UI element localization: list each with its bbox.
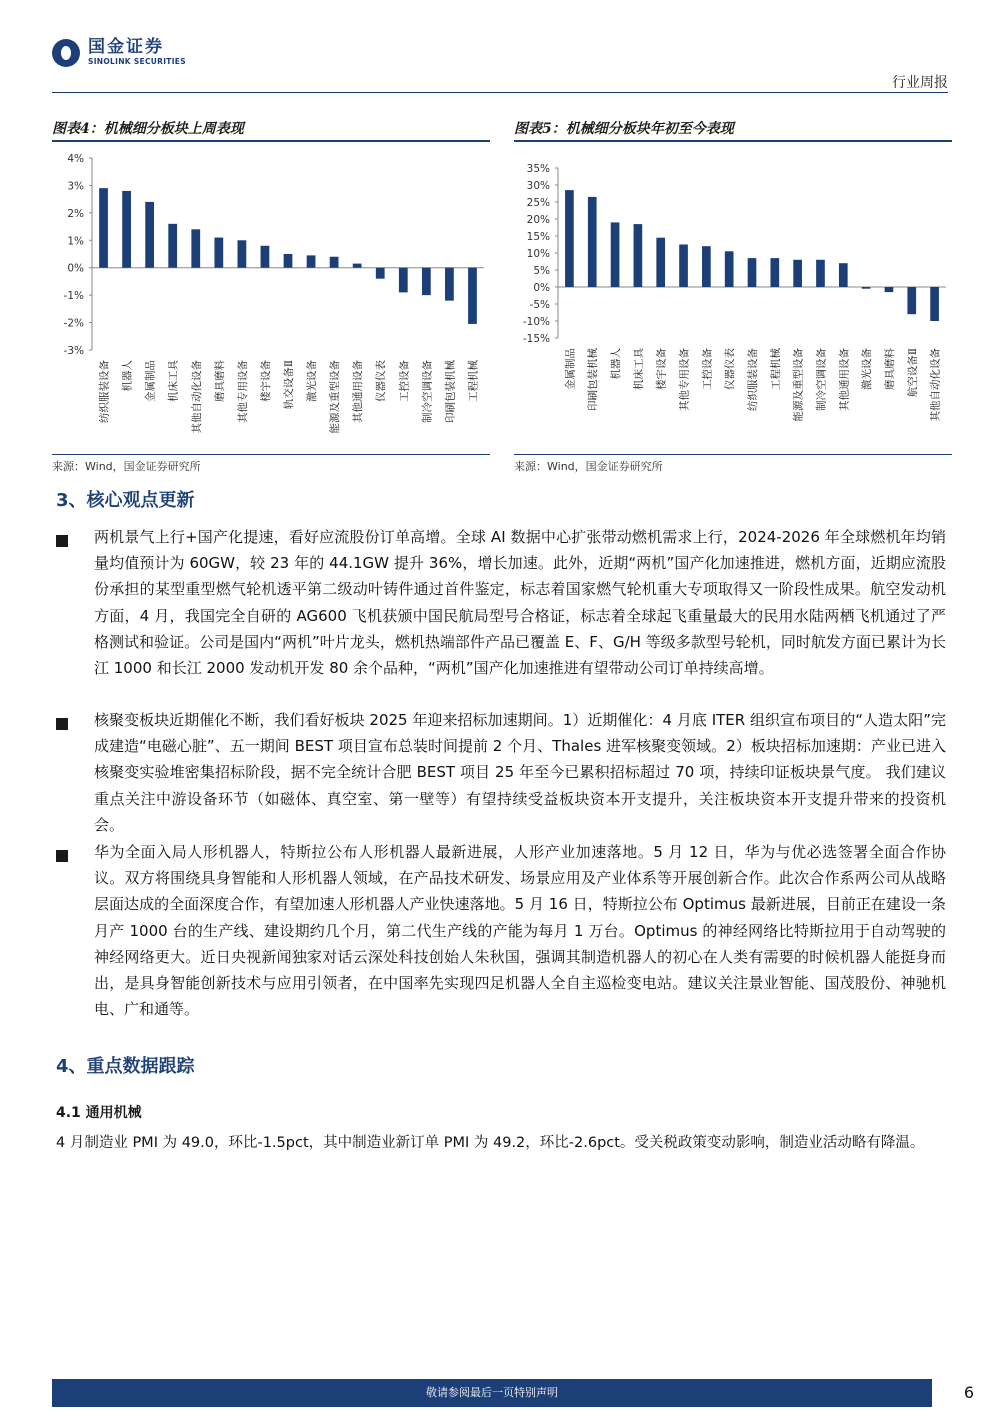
x-tick-label: 其他自动化设备 [929,348,942,422]
bar [862,287,871,289]
page-footer [0,1364,1000,1414]
figure-title: 图表4：机械细分板块上周表现 [52,121,244,137]
x-tick-label: 纺织服装设备 [98,360,111,423]
bar [399,268,408,293]
x-tick-label: 机床工具 [632,348,645,390]
sub-heading: 4.1 通用机械 [56,1105,142,1121]
bar [422,268,431,295]
figure-5 [514,118,952,474]
y-tick-label: -2% [63,317,84,330]
x-tick-label: 工控设备 [701,348,714,390]
bar [261,246,270,268]
chart-ytd-performance [514,142,952,454]
bullet-icon [56,535,68,547]
report-type: 行业周报 [892,75,948,91]
x-tick-label: 制冷空调设备 [421,360,434,423]
x-tick-label: 印刷包装机械 [444,360,457,423]
x-tick-label: 楼宇设备 [655,348,668,390]
x-tick-label: 楼宇设备 [259,360,272,402]
company-logo [52,38,186,67]
bar [930,287,939,321]
bar [588,197,597,287]
x-tick-label: 工程机械 [467,360,480,402]
y-tick-label: 0% [67,262,84,275]
y-tick-label: 25% [526,197,550,209]
y-tick-label: -15% [522,333,550,345]
paragraph-robot: 华为全面入局人形机器人，特斯拉公布人形机器人最新进展，人形产业加速落地。5 月 12 日，华为与优必选签署全面合作协议。双方将围绕具身智能和人形机器人领域，在产品技术研发、场景应用及产业体系等开展创新合作。此次合作系两公司从战略层面达成的全面深度合作，有望加速人形机器人产业快速落地。5 月 16 日，特斯拉公布 Optimus 最新进展，目前正在建设一条月产 1000 台的生产线、建设期约几个月，第二代生产线的产能为每月 1 万台。Optimus 的神经网络比特斯拉用于自动驾驶的神经网络更大。近日央视新闻独家对话云深处科技创始人朱秋国，强调其制造机器人的初心在人类有需要的时候机器人能挺身而出，是具身智能创新技术与应用引领者，在中国率先实现四足机器人全自主巡检变电站。建议关注景业智能、国茂股份、神驰机电、广和通等。 [94,843,946,1019]
bar [839,263,848,287]
y-tick-label: 2% [67,207,84,220]
bar [702,246,711,287]
figure-source: 来源：Wind，国金证券研究所 [52,460,201,473]
bar [307,255,316,267]
bullet-icon [56,718,68,730]
header-divider [52,92,948,93]
chart-weekly-performance [52,142,490,454]
x-tick-label: 仪器仪表 [724,348,737,390]
bar [353,264,362,268]
x-tick-label: 其他专用设备 [678,348,691,411]
bar [885,287,894,292]
paragraph-fusion: 核聚变板块近期催化不断，我们看好板块 2025 年迎来招标加速期间。1）近期催化：4 月底 ITER 组织宣布项目的“人造太阳”完成建造“电磁心脏”、五一期间 BEST 项目宣布总装时间提前 2 个月、Thales 进军核聚变领域。2）板块招标加速期：产业已进入核聚变实验堆密集招标阶段，据不完全统计合肥 BEST 项目 25 年至今已累积招标超过 70 项，持续印证板块景气度。 我们建议重点关注中游设备环节（如磁体、真空室、第一壁等）有望持续受益板块资本开支提升，关注板块资本开支提升带来的投资机会。 [94,711,946,834]
bar [191,229,200,267]
x-tick-label: 工控设备 [398,360,411,402]
x-tick-label: 机器人 [121,360,134,392]
x-tick-label: 磨具磨料 [213,360,226,402]
x-tick-label: 金属制品 [564,348,577,390]
y-tick-label: 15% [526,231,550,243]
figure-source-rule [514,454,952,455]
bar [284,254,293,268]
logo-cn: 国金证券 [88,37,164,57]
y-tick-label: 10% [526,248,550,260]
y-tick-label: 20% [526,214,550,226]
y-tick-label: 1% [67,235,84,248]
bar [907,287,916,314]
x-tick-label: 激光设备 [306,360,319,402]
y-tick-label: -1% [63,290,84,303]
y-tick-label: 0% [533,282,550,294]
bar [679,245,688,288]
bar [445,268,454,301]
page-header [0,0,1000,95]
x-tick-label: 金属制品 [144,360,157,402]
footer-disclaimer: 敬请参阅最后一页特别声明 [426,1386,558,1399]
x-tick-label: 磨具磨料 [883,348,896,390]
x-tick-label: 纺织服装设备 [747,348,759,411]
logo-en: SINOLINK SECURITIES [88,57,186,66]
bar [725,251,734,287]
section-heading: 4、重点数据跟踪 [56,1056,195,1077]
x-tick-label: 能源及重型设备 [792,348,805,422]
bullet-icon [56,850,68,862]
x-tick-label: 印刷包装机械 [587,348,600,411]
x-tick-label: 工程机械 [769,348,782,390]
x-tick-label: 其他通用设备 [838,348,851,411]
x-tick-label: 制冷空调设备 [815,348,828,411]
x-tick-label: 其他通用设备 [352,360,365,423]
bar [122,191,131,268]
bar [214,238,223,268]
y-tick-label: 4% [67,153,84,165]
bar [330,257,339,268]
figure-source-rule [52,454,490,455]
section-heading: 3、核心观点更新 [56,490,195,511]
bar [376,268,385,279]
bar [770,258,779,287]
x-tick-label: 航空设备Ⅱ [906,348,919,398]
bar [748,258,757,287]
figure-source: 来源：Wind，国金证券研究所 [514,460,663,473]
bar [99,188,108,268]
bar [168,224,177,268]
x-tick-label: 机器人 [610,348,623,380]
bar [238,240,247,267]
figure-4 [52,118,490,474]
page-number: 6 [963,1383,975,1402]
y-tick-label: -10% [522,316,550,328]
y-tick-label: -5% [529,299,550,311]
y-tick-label: 5% [533,265,550,277]
bar [611,222,620,287]
x-tick-label: 激光设备 [861,348,874,390]
bar [145,202,154,268]
x-tick-label: 其他专用设备 [236,360,249,423]
bar [816,260,825,287]
x-tick-label: 仪器仪表 [375,360,388,402]
x-tick-label: 轨交设备Ⅱ [283,360,295,410]
bar [656,238,665,287]
x-tick-label: 能源及重型设备 [329,360,342,434]
x-tick-label: 机床工具 [167,360,180,402]
figure-title: 图表5：机械细分板块年初至今表现 [514,121,734,137]
bar [468,268,477,324]
y-tick-label: 3% [67,180,84,193]
y-tick-label: -3% [63,345,84,357]
bar [565,190,574,287]
y-tick-label: 35% [526,163,550,175]
bar [793,260,802,287]
bar [634,224,643,287]
logo-icon [52,39,80,67]
y-tick-label: 30% [526,180,550,192]
x-tick-label: 其他自动化设备 [190,360,203,434]
paragraph-turbine: 两机景气上行+国产化提速，看好应流股份订单高增。全球 AI 数据中心扩张带动燃机需求上行，2024-2026 年全球燃机年均销量均值预计为 60GW，较 23 年的 44.1GW 提升 36%，增长加速。此外，近期“两机”国产化加速推进，燃机方面，近期应流股份承担的某型重型燃气轮机透平第二级动叶铸件通过首件鉴定，标志着国家燃气轮机重大专项取得又一阶段性成果。航空发动机方面，4 月，我国完全自研的 AG600 飞机获颁中国民航局型号合格证，标志着全球起飞重量最大的民用水陆两栖飞机通过了严格测试和验证。公司是国内“两机”叶片龙头，燃机热端部件产品已覆盖 E、F、G/H 等级多款型号轮机，同时航发方面已累计为长江 1000 和长江 2000 发动机开发 80 余个品种，“两机”国产化加速推进有望带动公司订单持续高增。 [94,528,946,678]
pmi-text: 4 月制造业 PMI 为 49.0，环比-1.5pct，其中制造业新订单 PMI 为 49.2，环比-2.6pct。受关税政策变动影响，制造业活动略有降温。 [56,1135,925,1151]
